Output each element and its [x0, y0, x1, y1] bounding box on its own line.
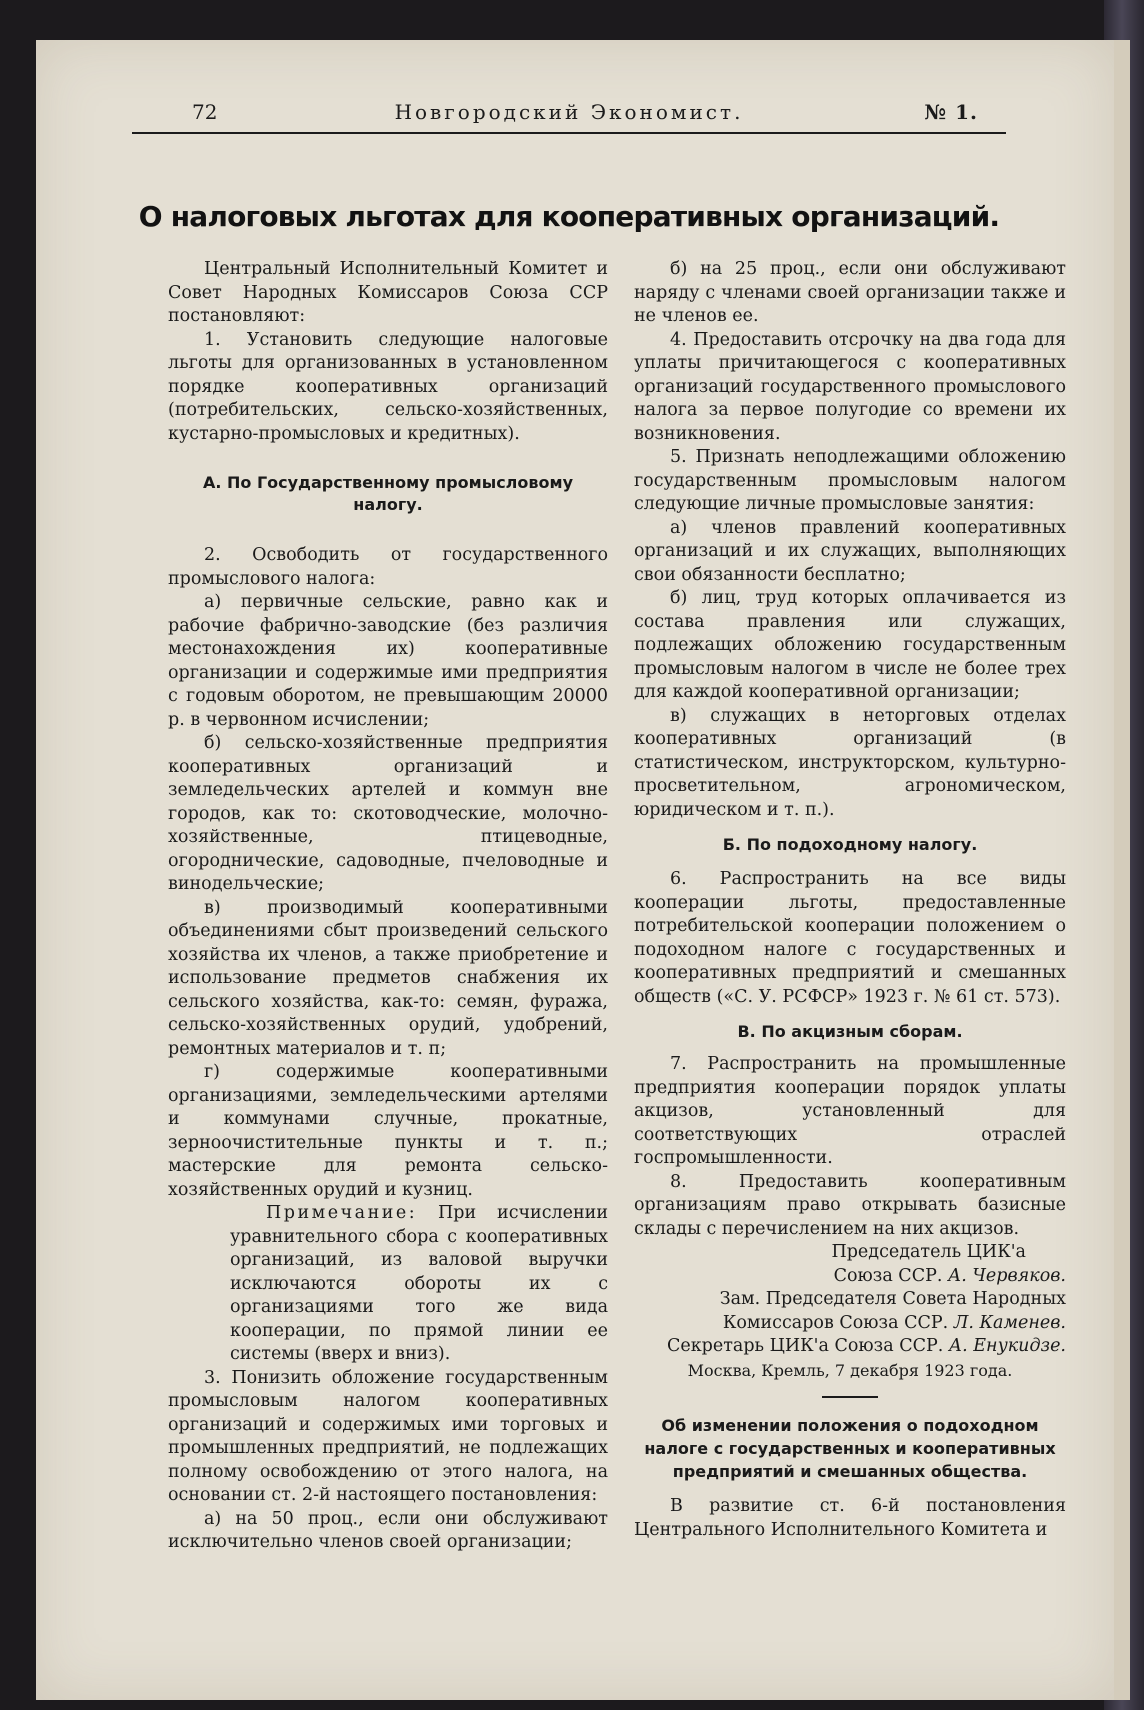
signature-chairman — [634, 1265, 1066, 1289]
note-block — [168, 1202, 608, 1367]
section-heading-b: Б. По подоходному налогу. — [722, 835, 978, 854]
paragraph: 4. Предоставить отсрочку на два года для уплаты причитающегося с кооперативных организаций государственного промыслового налога за первое полугодие со времени их возникновения. — [634, 329, 1066, 444]
page-number: 72 — [192, 100, 218, 124]
paragraph: 5. Признать неподлежащими обложению государственным промысловым налогом следующие личные промысловые занятия: — [634, 447, 1066, 514]
issue-number: № 1. — [924, 100, 978, 124]
second-article-title: Об изменении положения о подоходном налоге с государственных и кооперативных предприятий и смешанных общества. — [644, 1416, 1056, 1481]
paragraph: б) сельско-хозяйственные предприятия кооперативных организаций и земледельческих артелей и коммун вне городов, как то: скотоводческие, молочно-хозяйственные, птицеводные, огороднические, садоводные, пчеловодные и винодельческие; — [168, 733, 608, 894]
paragraph: а) первичные сельские, равно как и рабочие фабрично-заводские (без различия местонахождения их) кооперативные организации и содержимые ими предприятия с годовым оборотом, не превышающим 20000 р. в червонном исчислении; — [168, 592, 608, 730]
signature-name: А. Енукидзе. — [948, 1336, 1066, 1356]
journal-title: Новгородский Экономист. — [394, 100, 744, 124]
note-label: Примечание: — [266, 1203, 418, 1223]
running-header — [132, 90, 1006, 134]
paragraph: 7. Распространить на промышленные предприятия кооперации порядок уплаты акцизов, установленный для соответствующих отраслей госпромышленности. — [634, 1054, 1066, 1168]
paragraph: 2. Освободить от государственного промыслового налога: — [168, 545, 608, 589]
section-heading-c: В. По акцизным сборам. — [737, 1022, 963, 1041]
section-heading-a: А. По Государственному промысловому налогу. — [202, 473, 574, 514]
paragraph: в) производимый кооперативными объединениями сбыт произведений сельского хозяйства их членов, а также приобретение и использование предметов снабжения их сельского хозяйства, как-то: семян, фуража, сельско-хозяйственных орудий, удобрений, ремонтных материалов и т. п; — [168, 897, 608, 1059]
paragraph: Центральный Исполнительный Комитет и Совет Народных Комиссаров Союза ССР постановляют: — [168, 259, 608, 326]
paragraph: а) на 50 проц., если они обслуживают исключительно членов своей организации; — [168, 1508, 608, 1552]
signature-name: А. Червяков. — [948, 1265, 1066, 1286]
paragraph: г) содержимые кооперативными организациями, земледельческими артелями и коммунами случные, прокатные, зерноочистительные пункты и т. п.; мастерские для ремонта сельско-хозяйственных орудий и кузниц. — [168, 1062, 608, 1200]
paragraph: а) членов правлений кооперативных организаций и их служащих, выполняющих свои обязанности бесплатно; — [634, 517, 1066, 585]
signature-chairman-title: Председатель ЦИК'а — [831, 1242, 1026, 1262]
right-column — [634, 258, 1066, 1542]
separator-rule — [822, 1396, 878, 1398]
signature-deputy-title: Зам. Председателя Совета Народных — [719, 1289, 1066, 1309]
paragraph: в) служащих в неторговых отделах кооперативных организаций (в статистическом, инструкторском, культурно-просветительном, агрономическом, юридическом и т. п.). — [634, 705, 1066, 820]
signature-name: Л. Каменев. — [953, 1312, 1066, 1333]
article-title: О налоговых льготах для кооперативных организаций. — [138, 200, 1000, 233]
paragraph: 8. Предоставить кооперативным организациям право открывать базисные склады с перечислением на них акцизов. — [634, 1171, 1066, 1239]
paragraph: б) на 25 проц., если они обслуживают наряду с членами своей организации также и не членов ее. — [634, 259, 1066, 326]
paragraph: 6. Распространить на все виды кооперации льготы, предоставленные потребительской кооперации положением о подоходном налоге с государственных и кооперативных предприятий и смешанных обществ («С. У. РСФСР» 1923 г. № 61 ст. 573). — [634, 869, 1066, 1007]
signature-org: Комиссаров Союза ССР. — [722, 1312, 949, 1333]
paragraph: 3. Понизить обложение государственным промысловым налогом кооперативных организаций и содержимых ими торговых и промышленных предприятий, не подлежащих полному освобождению от этого налога, на основании ст. 2-й настоящего постановления: — [168, 1367, 608, 1505]
paragraph: б) лиц, труд которых оплачивается из состава правления или служащих, подлежащих обложению государственным промысловым налогом в числе не более трех для каждой кооперативной организации; — [634, 588, 1066, 702]
paragraph: 1. Установить следующие налоговые льготы для организованных в установленном порядке кооперативных организаций (потребительских, сельско-хозяйственных, кустарно-промысловых и кредитных). — [168, 329, 608, 444]
paragraph: В развитие ст. 6-й постановления Центрального Исполнительного Комитета и — [634, 1496, 1066, 1540]
signature-secretary — [634, 1335, 1066, 1359]
left-column — [168, 258, 608, 1555]
signature-deputy — [634, 1312, 1066, 1336]
signature-org: Секретарь ЦИК'а Союза ССР. — [666, 1336, 944, 1356]
signature-org: Союза ССР. — [833, 1265, 943, 1286]
date-line: Москва, Кремль, 7 декабря 1923 года. — [687, 1360, 1013, 1380]
note-text: При исчислении уравнительного сбора с кооперативных организаций, из валовой выручки исключаются обороты их с организациями того же вида кооперации, по прямой линии ее системы (вверх и вниз). — [230, 1203, 608, 1364]
